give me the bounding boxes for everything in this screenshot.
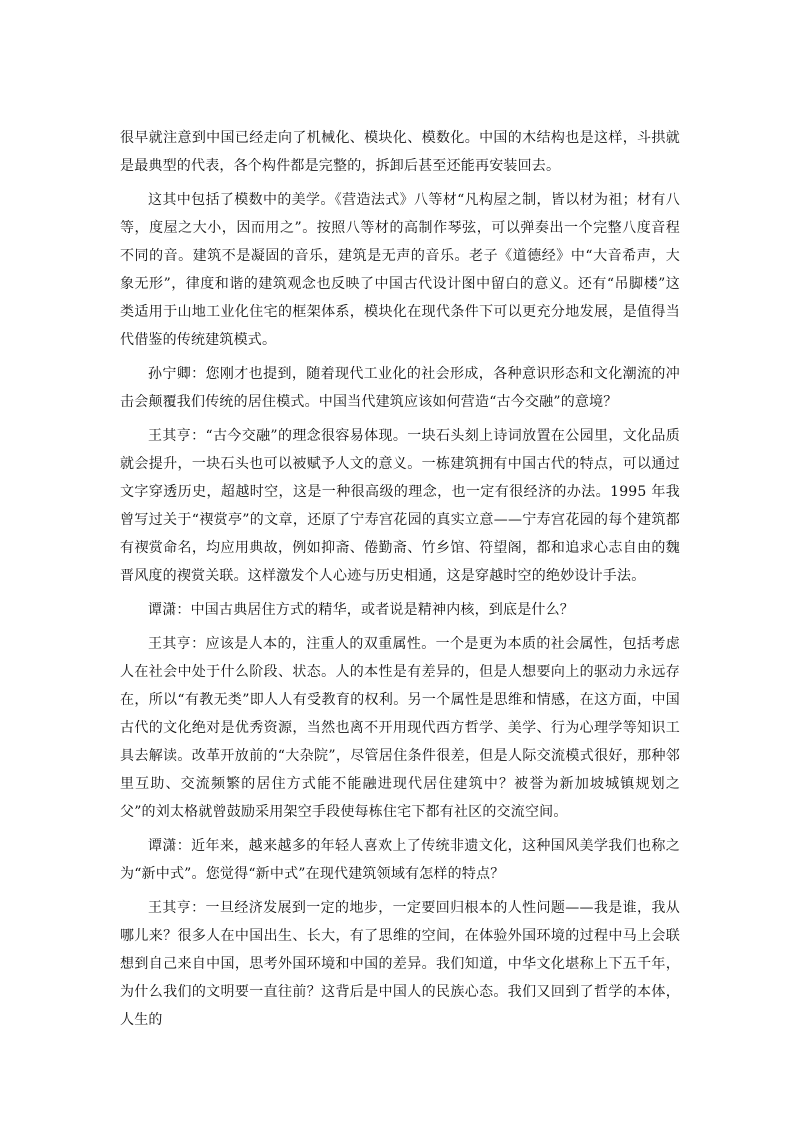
article-body [120,124,680,1040]
paragraph-modular-aesthetics: 这其中包括了模数中的美学。《营造法式》八等材“凡构屋之制，皆以材为祖；材有八等，度屋之大小，因而用之”。按照八等材的高制作琴弦，可以弹奏出一个完整八度音程不同的音。建筑不是凝固的音乐，建筑是无声的音乐。老子《道德经》中“大音希声，大象无形”，律度和谐的建筑观念也反映了中国古代设计图中留白的意义。还有“吊脚楼”这类适用于山地工业化住宅的框架体系，模块化在现代条件下可以更充分地发展，是值得当代借鉴的传统建筑模式。 [120,192,680,348]
paragraph-answer-wang-1: 王其亨：“古今交融”的理念很容易体现。一块石头刻上诗词放置在公园里，文化品质就会提升，一块石头也可以被赋予人文的意义。一栋建筑拥有中国古代的特点，可以通过文字穿透历史，超越时空，这是一种很高级的理念，也一定有很经济的办法。1995 年我曾写过关于“禊赏亭”的文章，还原了宁寿宫花园的真实立意——宁寿宫花园的每个建筑都有禊赏命名，均应用典故，例如抑斋、倦勤斋、竹乡馆、符望阁，都和追求心志自由的魏晋风度的禊赏关联。这样激发个人心迹与历史相通，这是穿越时空的绝妙设计手法。 [120,428,680,584]
paragraph-answer-wang-2: 王其亨：应该是人本的，注重人的双重属性。一个是更为本质的社会属性，包括考虑人在社会中处于什么阶段、状态。人的本性是有差异的，但是人想要向上的驱动力永远存在，所以“有教无类”即人人有受教育的权利。另一个属性是思维和情感，在这方面，中国古代的文化绝对是优秀资源，当然也离不开用现代西方哲学、美学、行为心理学等知识工具去解读。改革开放前的“大杂院”，尽管居住条件很差，但是人际交流模式很好，那种邻里互助、交流频繁的居住方式能不能融进现代居住建筑中？被誉为新加坡城镇规划之父”的刘太格就曾鼓励采用架空手段使每栋住宅下都有社区的交流空间。 [120,636,680,820]
paragraph-question-tan-2: 谭潇：近年来，越来越多的年轻人喜欢上了传统非遗文化，这种国风美学我们也称之为“新中式”。您觉得“新中式”在现代建筑领域有怎样的特点？ [120,838,680,882]
paragraph-answer-wang-3: 王其亨：一旦经济发展到一定的地步，一定要回归根本的人性问题——我是谁，我从哪儿来？很多人在中国出生、长大，有了思维的空间，在体验外国环境的过程中马上会联想到自己来自中国，思考外国环境和中国的差异。我们知道，中华文化堪称上下五千年，为什么我们的文明要一直往前？这背后是中国人的民族心态。我们又回到了哲学的本体，人生的 [120,900,680,1028]
paragraph-question-sun: 孙宁卿：您刚才也提到，随着现代工业化的社会形成，各种意识形态和文化潮流的冲击会颠覆我们传统的居住模式。中国当代建筑应该如何营造“古今交融”的意境？ [120,366,680,410]
paragraph-question-tan-1: 谭潇：中国古典居住方式的精华，或者说是精神内核，到底是什么？ [148,602,574,618]
paragraph-continuation: 很早就注意到中国已经走向了机械化、模块化、模数化。中国的木结构也是这样，斗拱就是最典型的代表，各个构件都是完整的，拆卸后甚至还能再安装回去。 [120,130,680,174]
